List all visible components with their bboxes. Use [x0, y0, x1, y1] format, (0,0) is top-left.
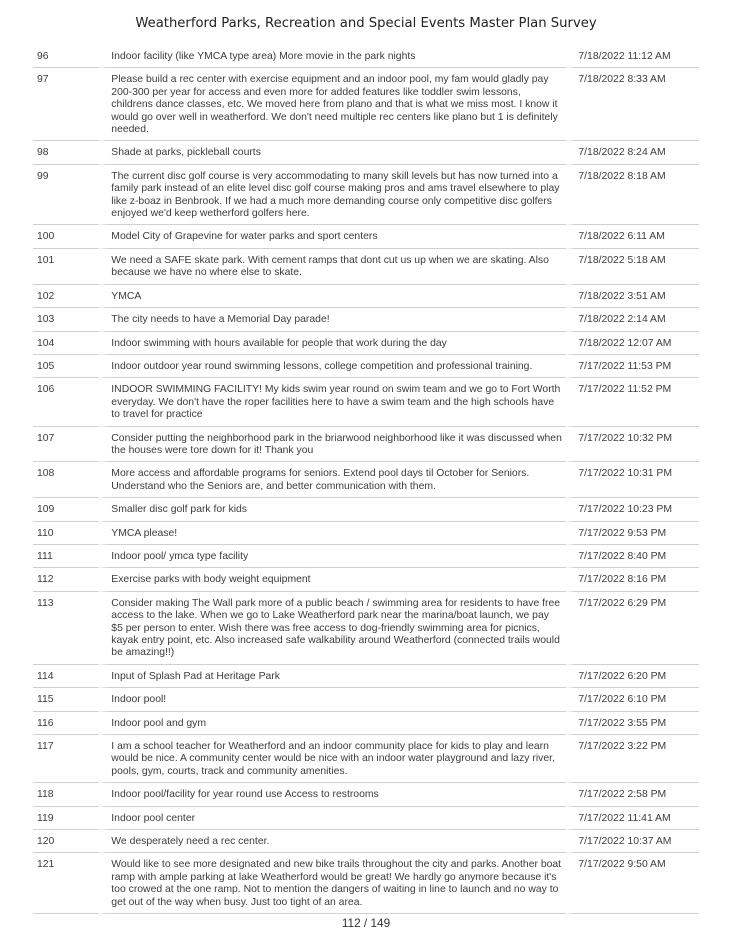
response-text: Please build a rec center with exercise equipment and an indoor pool, my fam would gladly pay 200-300 per year for access and even more for added features like toddler swim lessons, childrens dance classes, etc. We moved here from plano and that is what we miss most. I know it would go over well in weatherford. We don't need multiple rec centers like plano but 1 is definitely needed.: [99, 68, 566, 141]
response-number: 103: [33, 308, 99, 331]
response-text: Smaller disc golf park for kids: [99, 498, 566, 521]
response-text: We desperately need a rec center.: [99, 830, 566, 853]
response-date: 7/17/2022 8:16 PM: [566, 568, 699, 591]
response-number: 110: [33, 522, 99, 545]
response-text: Indoor swimming with hours available for people that work during the day: [99, 332, 566, 355]
response-date: 7/17/2022 11:52 PM: [566, 378, 699, 426]
table-row: [33, 735, 699, 783]
response-date: 7/17/2022 10:32 PM: [566, 427, 699, 463]
table-row: [33, 830, 699, 853]
table-row: [33, 249, 699, 285]
response-text: Model City of Grapevine for water parks and sport centers: [99, 225, 566, 248]
response-text: Indoor pool and gym: [99, 712, 566, 735]
response-number: 114: [33, 665, 99, 688]
table-row: [33, 522, 699, 545]
response-number: 120: [33, 830, 99, 853]
response-number: 108: [33, 462, 99, 498]
response-date: 7/17/2022 6:29 PM: [566, 592, 699, 665]
response-number: 112: [33, 568, 99, 591]
table-row: [33, 225, 699, 248]
response-date: 7/17/2022 10:31 PM: [566, 462, 699, 498]
response-date: 7/17/2022 9:53 PM: [566, 522, 699, 545]
response-text: Indoor facility (like YMCA type area) More movie in the park nights: [99, 45, 566, 68]
table-row: [33, 462, 699, 498]
response-number: 97: [33, 68, 99, 141]
response-date: 7/18/2022 12:07 AM: [566, 332, 699, 355]
response-text: INDOOR SWIMMING FACILITY! My kids swim year round on swim team and we go to Fort Worth everyday. We don't have the roper facilities here to have a swim team and the high schools have to travel for practice: [99, 378, 566, 426]
table-row: [33, 568, 699, 591]
page-indicator: 112 / 149: [341, 916, 391, 930]
response-text: Would like to see more designated and new bike trails throughout the city and parks. Another boat ramp with ample parking at lake Weatherford would be great! We hardly go anymore because it's too crowed at the one ramp. Not to mention the dangers of waiting in line to launch and no way to get out of the way when busy. Just too tight of an area.: [99, 853, 566, 914]
table-row: [33, 308, 699, 331]
response-number: 96: [33, 45, 99, 68]
table-row: [33, 498, 699, 521]
response-number: 115: [33, 688, 99, 711]
response-date: 7/17/2022 8:40 PM: [566, 545, 699, 568]
response-number: 119: [33, 807, 99, 830]
response-number: 100: [33, 225, 99, 248]
response-text: Consider putting the neighborhood park in the briarwood neighborhood like it was discussed when the houses were tore down for it! Thank you: [99, 427, 566, 463]
response-text: Exercise parks with body weight equipment: [99, 568, 566, 591]
table-row: [33, 712, 699, 735]
response-date: 7/18/2022 6:11 AM: [566, 225, 699, 248]
response-number: 98: [33, 141, 99, 164]
response-date: 7/17/2022 10:37 AM: [566, 830, 699, 853]
table-row: [33, 141, 699, 164]
response-date: 7/17/2022 10:23 PM: [566, 498, 699, 521]
response-number: 109: [33, 498, 99, 521]
table-row: [33, 285, 699, 308]
table-row: [33, 68, 699, 141]
response-number: 111: [33, 545, 99, 568]
response-date: 7/18/2022 5:18 AM: [566, 249, 699, 285]
response-date: 7/17/2022 3:22 PM: [566, 735, 699, 783]
response-number: 101: [33, 249, 99, 285]
table-row: [33, 592, 699, 665]
table-row: [33, 332, 699, 355]
response-number: 104: [33, 332, 99, 355]
table-row: [33, 427, 699, 463]
table-row: [33, 783, 699, 806]
response-text: I am a school teacher for Weatherford and an indoor community place for kids to play and learn would be nice. A community center would be nice with an indoor water playground and lazy river, pools, gym, courts, track and community amenities.: [99, 735, 566, 783]
response-text: More access and affordable programs for seniors. Extend pool days til October for Seniors. Understand who the Seniors are, and better communication with them.: [99, 462, 566, 498]
response-number: 116: [33, 712, 99, 735]
page-title: Weatherford Parks, Recreation and Special Events Master Plan Survey: [135, 16, 597, 31]
response-date: 7/17/2022 3:55 PM: [566, 712, 699, 735]
response-number: 107: [33, 427, 99, 463]
response-date: 7/17/2022 6:20 PM: [566, 665, 699, 688]
response-date: 7/18/2022 8:24 AM: [566, 141, 699, 164]
response-date: 7/17/2022 6:10 PM: [566, 688, 699, 711]
response-text: YMCA: [99, 285, 566, 308]
response-number: 105: [33, 355, 99, 378]
response-text: YMCA please!: [99, 522, 566, 545]
response-text: Indoor pool center: [99, 807, 566, 830]
response-date: 7/18/2022 8:33 AM: [566, 68, 699, 141]
response-text: Indoor pool!: [99, 688, 566, 711]
response-text: Consider making The Wall park more of a public beach / swimming area for residents to have free access to the lake. When we go to Lake Weatherford park near the marina/boat launch, we pay $5 per person to enter. Wish there was free access to dog-friendly swimming area for picnics, kayak entry point, etc. Also increased safe walkability around Weatherford (connected trails would be amazing!!): [99, 592, 566, 665]
response-date: 7/17/2022 11:41 AM: [566, 807, 699, 830]
response-date: 7/17/2022 11:53 PM: [566, 355, 699, 378]
responses-table-body: [33, 45, 699, 914]
response-text: The current disc golf course is very accommodating to many skill levels but has now turned into a family park instead of an elite level disc golf course making pros and ams travel elsewhere to play like z-boaz in Benbrook. If we had a much more demanding course only competitive disc golfers enjoyed we'd keep wetherford golfers here.: [99, 165, 566, 226]
table-row: [33, 807, 699, 830]
table-row: [33, 545, 699, 568]
table-row: [33, 688, 699, 711]
response-text: The city needs to have a Memorial Day parade!: [99, 308, 566, 331]
response-date: 7/18/2022 11:12 AM: [566, 45, 699, 68]
responses-table: [33, 45, 699, 914]
response-number: 113: [33, 592, 99, 665]
response-date: 7/18/2022 8:18 AM: [566, 165, 699, 226]
response-text: Shade at parks, pickleball courts: [99, 141, 566, 164]
response-number: 117: [33, 735, 99, 783]
response-date: 7/17/2022 9:50 AM: [566, 853, 699, 914]
response-date: 7/17/2022 2:58 PM: [566, 783, 699, 806]
response-number: 121: [33, 853, 99, 914]
response-number: 99: [33, 165, 99, 226]
table-row: [33, 853, 699, 914]
response-text: Indoor pool/ ymca type facility: [99, 545, 566, 568]
response-text: We need a SAFE skate park. With cement ramps that dont cut us up when we are skating. Also because we have no where else to skate.: [99, 249, 566, 285]
response-number: 118: [33, 783, 99, 806]
response-date: 7/18/2022 3:51 AM: [566, 285, 699, 308]
table-row: [33, 378, 699, 426]
response-number: 106: [33, 378, 99, 426]
table-row: [33, 165, 699, 226]
table-row: [33, 665, 699, 688]
response-text: Input of Splash Pad at Heritage Park: [99, 665, 566, 688]
table-row: [33, 355, 699, 378]
response-text: Indoor pool/facility for year round use Access to restrooms: [99, 783, 566, 806]
response-number: 102: [33, 285, 99, 308]
response-date: 7/18/2022 2:14 AM: [566, 308, 699, 331]
table-row: [33, 45, 699, 68]
response-text: Indoor outdoor year round swimming lessons, college competition and professional training.: [99, 355, 566, 378]
